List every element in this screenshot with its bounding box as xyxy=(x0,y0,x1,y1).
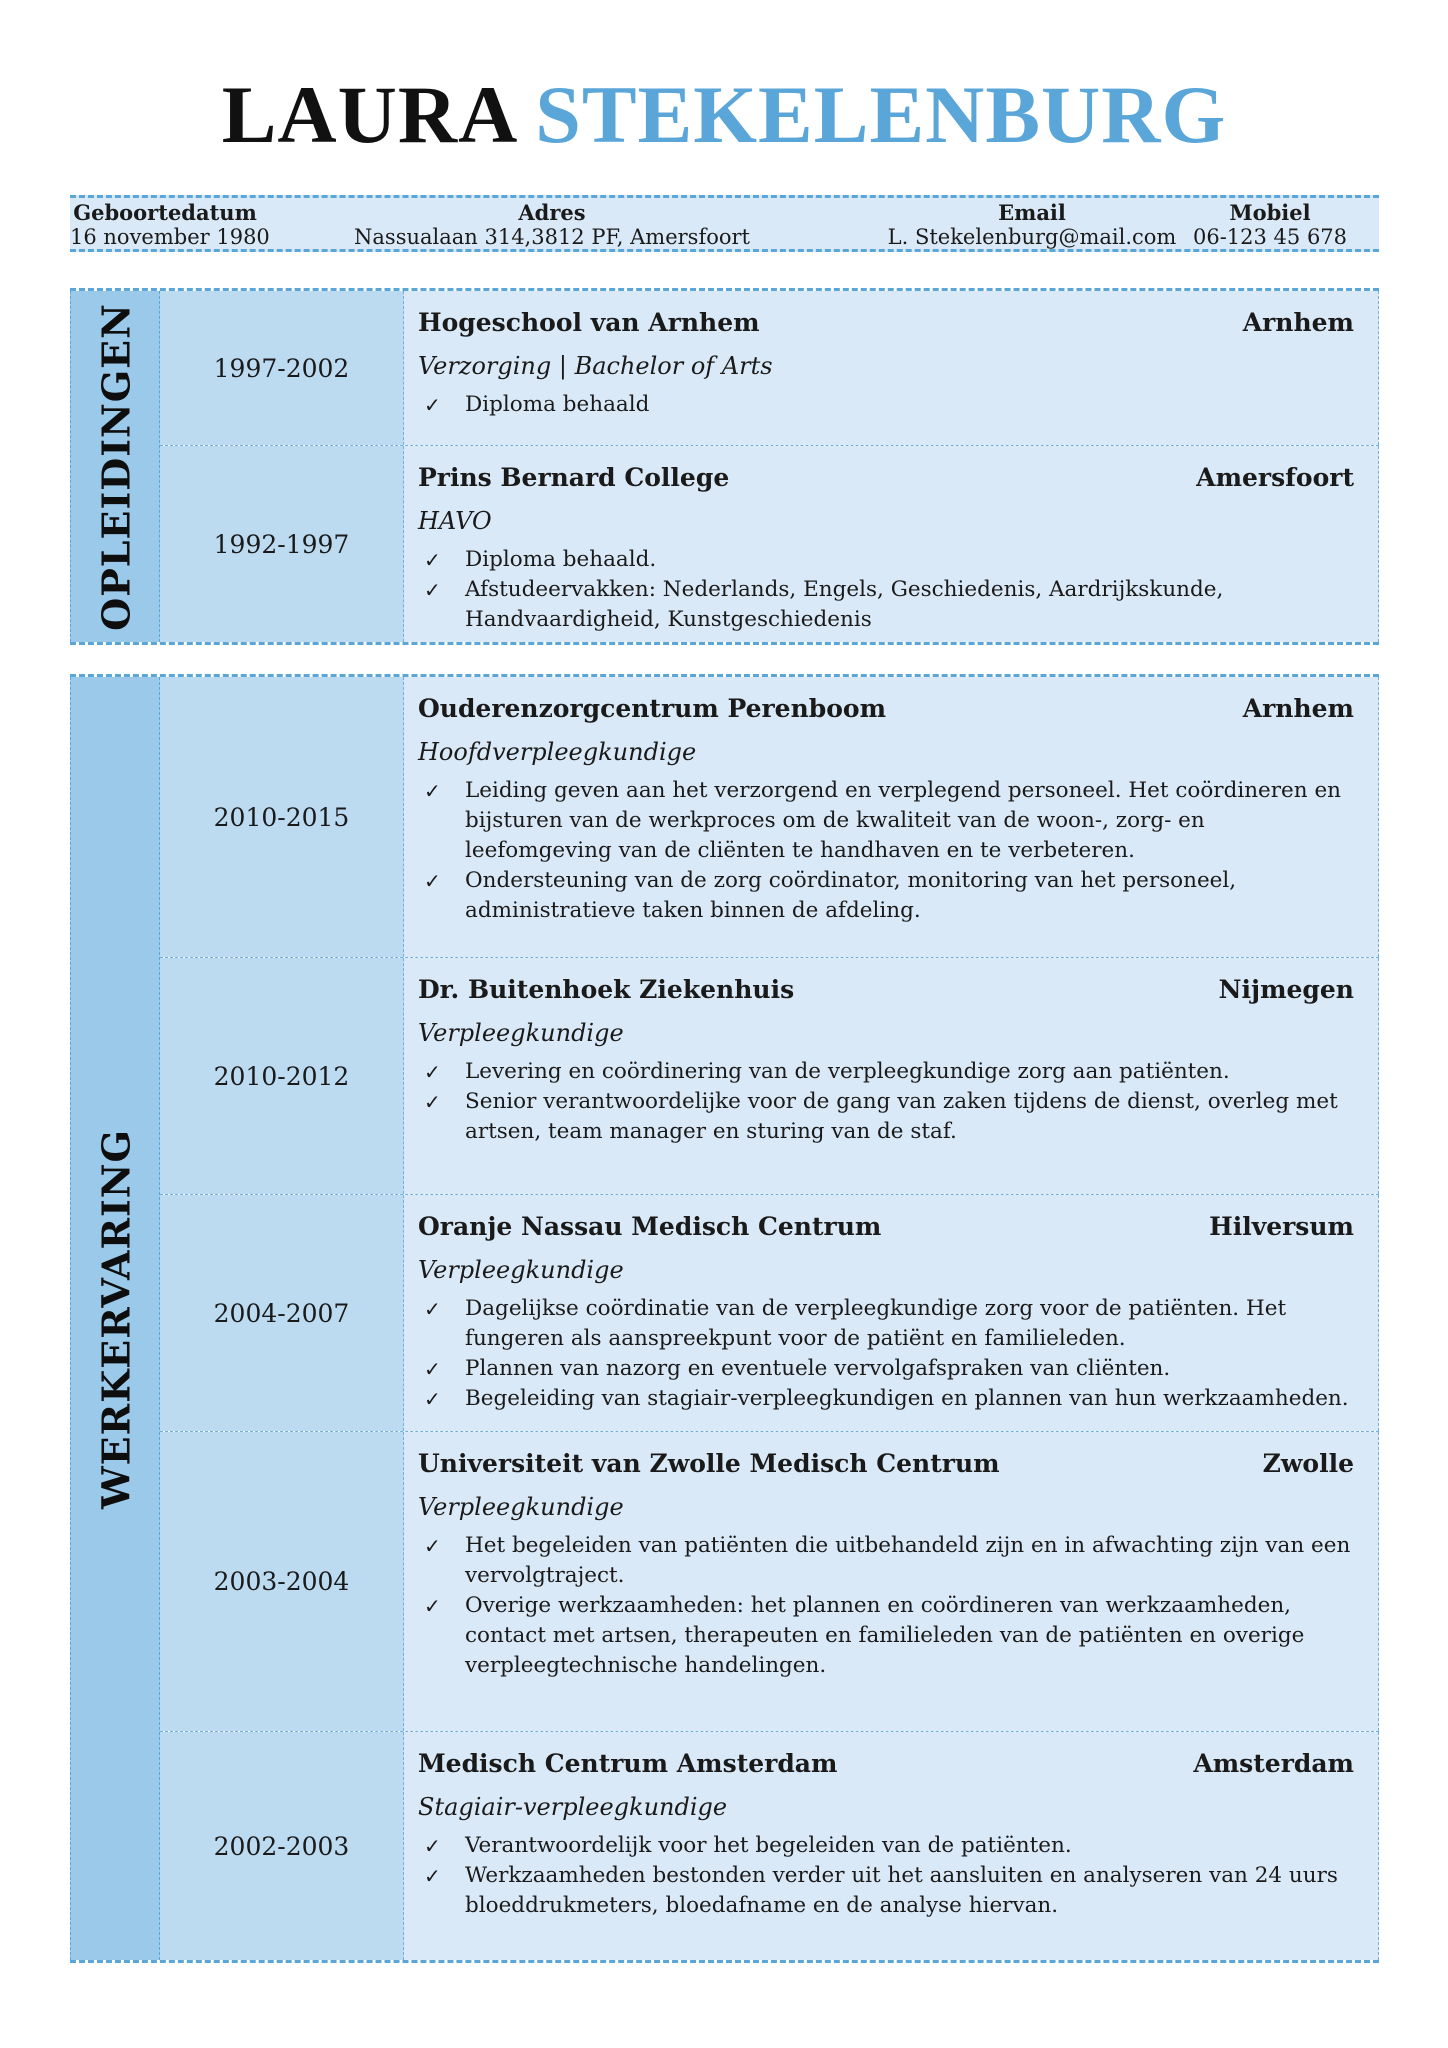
entry-city: Amsterdam xyxy=(1193,1749,1354,1778)
section-opleidingen xyxy=(70,288,1379,645)
check-icon: ✓ xyxy=(424,1834,441,1858)
contact-label: Adres xyxy=(518,200,586,225)
entry-city: Zwolle xyxy=(1262,1449,1354,1478)
entry-organization: Oranje Nassau Medisch Centrum xyxy=(418,1212,882,1241)
entry-bullets xyxy=(418,1831,1354,1921)
entry-role: Verpleegkundige xyxy=(418,1256,624,1284)
education-entry xyxy=(160,291,1379,445)
entry-years: 1997-2002 xyxy=(160,291,404,445)
contact-label: Geboortedatum xyxy=(73,200,257,225)
check-icon: ✓ xyxy=(424,578,441,602)
check-icon: ✓ xyxy=(424,869,441,893)
entry-city: Nijmegen xyxy=(1218,975,1354,1004)
entry-city: Arnhem xyxy=(1242,694,1354,723)
entry-years: 2003-2004 xyxy=(160,1432,404,1731)
list-item: ✓ Plannen van nazorg en eventuele vervolgafspraken van cliënten. xyxy=(418,1354,1354,1384)
entry-organization: Medisch Centrum Amsterdam xyxy=(418,1749,838,1778)
entry-years: 2010-2015 xyxy=(160,677,404,957)
education-entry xyxy=(160,445,1379,642)
contact-bar xyxy=(70,195,1379,252)
section-title: OPLEIDINGEN xyxy=(93,302,139,631)
entry-organization: Universiteit van Zwolle Medisch Centrum xyxy=(418,1449,1000,1478)
entry-city: Hilversum xyxy=(1209,1212,1354,1241)
entry-organization: Hogeschool van Arnhem xyxy=(418,308,760,337)
entry-city: Arnhem xyxy=(1242,308,1354,337)
entry-body xyxy=(404,1732,1379,1960)
entry-years: 1992-1997 xyxy=(160,446,404,642)
list-item: ✓ Verantwoordelijk voor het begeleiden van de patiënten. xyxy=(418,1831,1354,1861)
last-name: STEKELENBURG xyxy=(535,69,1227,160)
check-icon: ✓ xyxy=(424,548,441,572)
contact-address xyxy=(342,201,762,250)
check-icon: ✓ xyxy=(424,1297,441,1321)
entry-body xyxy=(404,446,1379,642)
entry-organization: Ouderenzorgcentrum Perenboom xyxy=(418,694,887,723)
list-item: ✓ Senior verantwoordelijke voor de gang van zaken tijdens de dienst, overleg met artsen, team manager en sturing van de staf. xyxy=(424,1089,1338,1144)
entry-role: Stagiair-verpleegkundige xyxy=(418,1793,728,1821)
list-item: ✓ Begeleiding van stagiair-verpleegkundigen en plannen van hun werkzaamheden. xyxy=(418,1384,1354,1414)
list-item: ✓ Ondersteuning van de zorg coördinator, monitoring van het personeel, administratieve taken binnen de afdeling. xyxy=(424,868,1237,923)
list-item: ✓ Diploma behaald. xyxy=(418,545,1354,575)
entry-organization: Prins Bernard College xyxy=(418,463,730,492)
list-item: ✓ Afstudeervakken: Nederlands, Engels, Geschiedenis, Aardrijkskunde, Handvaardigheid, Kunstgeschiedenis xyxy=(424,577,1224,632)
entry-body xyxy=(404,958,1379,1194)
entry-bullets xyxy=(418,545,1354,635)
entry-years: 2004-2007 xyxy=(160,1195,404,1431)
check-icon: ✓ xyxy=(424,1357,441,1381)
contact-label: Mobiel xyxy=(1229,200,1311,225)
contact-value: 06-123 45 678 xyxy=(1192,225,1348,249)
contact-value: Nassualaan 314,3812 PF, Amersfoort xyxy=(354,225,750,249)
candidate-name xyxy=(0,69,1448,160)
list-item: ✓ Leiding geven aan het verzorgend en verplegend personeel. Het coördineren en bijsturen van de werkproces om de kwaliteit van de woon-, zorg- en leefomgeving van de cliënten te handhaven en te verbeteren. xyxy=(424,778,1342,863)
work-entry xyxy=(160,957,1379,1194)
entry-bullets xyxy=(418,1531,1354,1681)
entry-bullets xyxy=(418,390,1354,420)
contact-label: Email xyxy=(998,200,1066,225)
entry-bullets xyxy=(418,1294,1354,1414)
entry-body xyxy=(404,677,1379,957)
section-title: WERKERVARING xyxy=(93,1128,139,1509)
check-icon: ✓ xyxy=(424,1534,441,1558)
list-item: ✓ Levering en coördinering van de verpleegkundige zorg aan patiënten. xyxy=(418,1057,1354,1087)
entry-role: Verpleegkundige xyxy=(418,1019,624,1047)
entry-years: 2002-2003 xyxy=(160,1732,404,1960)
check-icon: ✓ xyxy=(424,1060,441,1084)
entry-role: Hoofdverpleegkundige xyxy=(418,738,697,766)
contact-birthdate xyxy=(70,200,270,250)
list-item: ✓ Dagelijkse coördinatie van de verpleegkundige zorg voor de patiënten. Het fungeren als aanspreekpunt voor de patiënt en familieleden. xyxy=(424,1296,1287,1351)
contact-value: 16 november 1980 xyxy=(70,225,270,249)
work-entry xyxy=(160,1731,1379,1960)
entry-organization: Dr. Buitenhoek Ziekenhuis xyxy=(418,975,795,1004)
entry-city: Amersfoort xyxy=(1196,463,1354,492)
work-entry xyxy=(160,677,1379,957)
check-icon: ✓ xyxy=(424,1387,441,1411)
entry-role: Verpleegkundige xyxy=(418,1493,624,1521)
list-item: ✓ Overige werkzaamheden: het plannen en coördineren van werkzaamheden, contact met artsen, therapeuten en familieleden van de patiënten en overige verpleegtechnische handelingen. xyxy=(424,1593,1305,1678)
entry-body xyxy=(404,1432,1379,1731)
entry-bullets xyxy=(418,776,1354,926)
contact-mobile xyxy=(1170,201,1370,250)
entry-years: 2010-2012 xyxy=(160,958,404,1194)
list-item: ✓ Diploma behaald xyxy=(418,390,1354,420)
entry-bullets xyxy=(418,1057,1354,1147)
entry-body xyxy=(404,291,1379,445)
work-entry xyxy=(160,1431,1379,1731)
work-entry xyxy=(160,1194,1379,1431)
section-band xyxy=(70,677,160,1960)
check-icon: ✓ xyxy=(424,1864,441,1888)
list-item: ✓ Het begeleiden van patiënten die uitbehandeld zijn en in afwachting zijn van een vervolgtraject. xyxy=(424,1533,1351,1588)
section-werkervaring xyxy=(70,674,1379,1963)
entry-role: Verzorging | Bachelor of Arts xyxy=(418,352,773,380)
check-icon: ✓ xyxy=(424,393,441,417)
list-item: ✓ Werkzaamheden bestonden verder uit het aansluiten en analyseren van 24 uurs bloeddrukmeters, bloedafname en de analyse hiervan. xyxy=(424,1863,1338,1918)
check-icon: ✓ xyxy=(424,1594,441,1618)
entry-role: HAVO xyxy=(418,507,492,535)
first-name: LAURA xyxy=(221,69,514,160)
contact-value: L. Stekelenburg@mail.com xyxy=(887,225,1177,249)
check-icon: ✓ xyxy=(424,779,441,803)
entry-body xyxy=(404,1195,1379,1431)
section-band xyxy=(70,291,160,642)
check-icon: ✓ xyxy=(424,1090,441,1114)
